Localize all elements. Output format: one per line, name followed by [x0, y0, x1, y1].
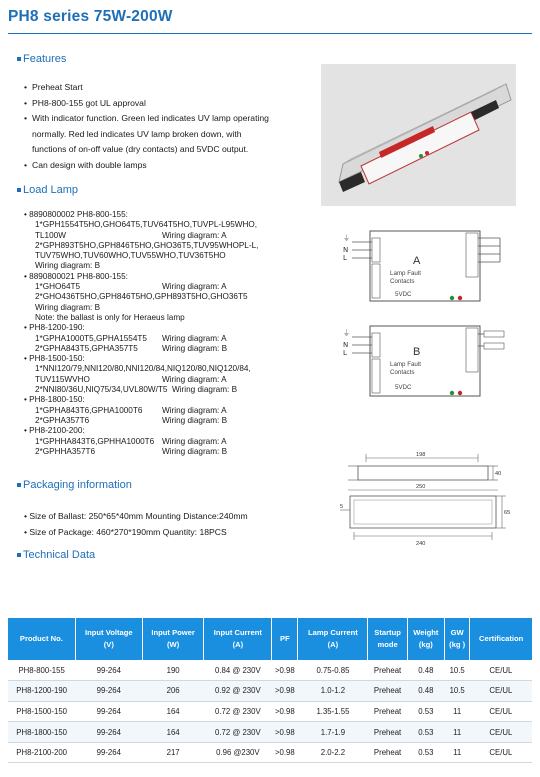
section-packaging: Packaging information [17, 479, 132, 491]
section-features: Features [17, 53, 66, 65]
table-cell: Preheat [368, 722, 407, 743]
table-cell: >0.98 [272, 742, 298, 763]
load-lamp-line [24, 364, 324, 374]
green-led-icon [450, 296, 454, 300]
table-cell: 10.5 [445, 681, 470, 702]
page-title: PH8 series 75W-200W [8, 8, 173, 25]
table-header-row [8, 618, 532, 660]
column-header: Product No. [8, 618, 75, 660]
load-lamp-text: 1*GPHA1000T5,GPHA1554T5 [35, 333, 147, 343]
table-cell: >0.98 [272, 681, 298, 702]
load-lamp-text: 2*NNI80/36U,NIQ75/34,UVL80W/T5 [35, 385, 168, 395]
load-lamp-text: Wiring diagram: B [35, 261, 101, 271]
wiring-diagram-ref: Wiring diagram: B [162, 343, 228, 353]
wiring-diagram-ref: Wiring diagram: A [162, 282, 227, 292]
fault-label-2: Contacts [390, 278, 415, 285]
square-bullet-icon [17, 57, 21, 61]
load-lamp-text: • PH8-1500-150: [24, 354, 85, 364]
column-header: Certification [470, 618, 532, 660]
table-cell: CE/UL [470, 681, 532, 702]
table-cell: 217 [142, 742, 204, 763]
table-cell: 99-264 [75, 742, 142, 763]
section-load-lamp: Load Lamp [17, 184, 78, 196]
table-row [8, 660, 532, 681]
load-lamp-text: 1*NNI120/79,NNI120/80,NNI120/84,NIQ120/80,NIQ120/84, [35, 364, 251, 374]
wiring-diagram-b [340, 323, 515, 404]
dimension-drawing-svg [328, 448, 518, 550]
dimension-drawing [328, 448, 518, 555]
dim-overall: 250 [416, 484, 426, 490]
bullet-icon: • [24, 97, 28, 108]
table-cell: >0.98 [272, 722, 298, 743]
column-header: Lamp Current (A) [298, 618, 368, 660]
table-cell: 99-264 [75, 681, 142, 702]
load-lamp-model [24, 323, 324, 333]
table-cell: PH8-800-155 [8, 660, 75, 681]
wiring-diagram-ref: Wiring diagram: A [162, 333, 227, 343]
red-led-icon [458, 296, 462, 300]
bullet-icon: • [24, 82, 28, 92]
table-cell: 99-264 [75, 722, 142, 743]
table-cell: 99-264 [75, 701, 142, 722]
feature-item [24, 80, 314, 96]
square-bullet-icon [17, 188, 21, 192]
table-row [8, 722, 532, 743]
load-lamp-text: • 8890800021 PH8-800-155: [24, 271, 128, 281]
load-lamp-text: 2*GHO436T5HO,GPH846T5HO,GPH893T5HO,GHO36T5 [35, 292, 248, 302]
bullet-icon: • [24, 113, 28, 123]
load-lamp-line [24, 251, 324, 261]
terminal-l: L [343, 349, 347, 357]
dim-bottom: 240 [416, 541, 426, 547]
terminal-n: N [343, 341, 349, 349]
wiring-diagram-ref: Wiring diagram: A [162, 230, 227, 240]
section-technical-data: Technical Data [17, 549, 95, 561]
load-lamp-line [24, 447, 324, 457]
table-cell: 164 [142, 722, 204, 743]
load-lamp-line [24, 385, 324, 395]
wiring-diagram-ref: Wiring diagram: B [172, 385, 238, 395]
feature-text: With indicator function. Green led indicates UV lamp operating [32, 113, 269, 123]
vdc-label: 5VDC [395, 384, 412, 391]
table-cell: 99-264 [75, 660, 142, 681]
load-lamp-line [24, 292, 324, 302]
feature-item [24, 96, 314, 112]
load-lamp-text: Wiring diagram: B [35, 302, 101, 312]
table-row [8, 681, 532, 702]
table-body [8, 660, 532, 763]
wiring-diagram-ref: Wiring diagram: B [162, 415, 228, 425]
table-cell: 0.72 @ 230V [204, 722, 272, 743]
table-cell: 0.48 [407, 681, 444, 702]
table-cell: 206 [142, 681, 204, 702]
fault-label-1: Lamp Fault [390, 361, 421, 368]
load-lamp-text: 1*GHO64T5 [35, 282, 81, 292]
load-lamp-text: TUV115WVHO [35, 374, 90, 384]
table-cell: PH8-1200-190 [8, 681, 75, 702]
load-lamp-model [24, 210, 324, 220]
load-lamp-line [24, 241, 324, 251]
load-lamp-model [24, 272, 324, 282]
load-lamp-text: • PH8-1800-150: [24, 395, 85, 405]
feature-text-continued: functions of on-off value (dry contacts) and 5VDC output. [32, 144, 249, 154]
square-bullet-icon [17, 483, 21, 487]
table-cell: 11 [445, 701, 470, 722]
table-cell: >0.98 [272, 701, 298, 722]
dim-right-outer: 40 [495, 471, 502, 477]
table-cell: 0.48 [407, 660, 444, 681]
table-cell: 0.53 [407, 701, 444, 722]
column-header: Input Power (W) [142, 618, 204, 660]
table-cell: 2.0-2.2 [298, 742, 368, 763]
table-cell: 0.75-0.85 [298, 660, 368, 681]
feature-text-continued: normally. Red led indicates UV lamp broken down, with [32, 128, 242, 139]
table-cell: 11 [445, 722, 470, 743]
load-lamp-line [24, 282, 324, 292]
column-header: Input Voltage (V) [75, 618, 142, 660]
fault-label-2: Contacts [390, 369, 415, 376]
load-lamp-text: • PH8-1200-190: [24, 323, 85, 333]
wiring-diagram-ref: Wiring diagram: A [162, 436, 227, 446]
load-lamp-model [24, 395, 324, 405]
column-header: Weight (kg) [407, 618, 444, 660]
load-lamp-text: 1*GPHHA843T6,GPHHA1000T6 [35, 436, 155, 446]
load-lamp-line [24, 334, 324, 344]
load-lamp-text: • 8890800002 PH8-800-155: [24, 210, 128, 219]
feature-text: Can design with double lamps [32, 159, 147, 170]
red-led-icon [458, 391, 462, 395]
load-lamp-line [24, 437, 324, 447]
table-cell: CE/UL [470, 660, 532, 681]
table-cell: 10.5 [445, 660, 470, 681]
title-rule [8, 33, 532, 34]
features-list [24, 80, 314, 173]
feature-item [24, 158, 314, 174]
feature-item [24, 111, 314, 127]
table-cell: Preheat [368, 742, 407, 763]
load-lamp-list [24, 210, 324, 457]
diagram-letter-a: A [413, 255, 421, 267]
terminal-l: L [343, 254, 347, 262]
load-lamp-line [24, 313, 324, 323]
load-lamp-line [24, 220, 324, 230]
terminal-n: N [343, 246, 349, 254]
load-lamp-line [24, 344, 324, 354]
terminal-ground: ⏚ [343, 329, 350, 337]
load-lamp-line [24, 303, 324, 313]
bullet-icon: • [24, 159, 28, 170]
table-cell: 0.53 [407, 722, 444, 743]
load-lamp-line [24, 416, 324, 426]
ballast-illustration [321, 64, 516, 206]
wiring-diagram-a [340, 228, 515, 309]
table-cell: CE/UL [470, 742, 532, 763]
square-bullet-icon [17, 553, 21, 557]
load-lamp-line [24, 375, 324, 385]
table-row [8, 742, 532, 763]
table-cell: 0.92 @ 230V [204, 681, 272, 702]
load-lamp-text: 2*GPHHA357T6 [35, 446, 96, 456]
load-lamp-model [24, 354, 324, 364]
table-row [8, 701, 532, 722]
load-lamp-text: 2*GPH893T5HO,GPH846T5HO,GHO36T5,TUV95WHOPL-L, [35, 240, 259, 250]
diagram-letter-b: B [413, 346, 421, 358]
wiring-diagram-ref: Wiring diagram: B [162, 446, 228, 456]
table-cell: 0.53 [407, 742, 444, 763]
dim-right-inner: 65 [504, 510, 511, 516]
feature-text: PH8-800-155 got UL approval [32, 97, 146, 108]
table-cell: 0.84 @ 230V [204, 660, 272, 681]
column-header: GW (kg ) [445, 618, 470, 660]
green-led-icon [450, 391, 454, 395]
vdc-label: 5VDC [395, 291, 412, 298]
load-lamp-text: 1*GPH1554T5HO,GHO64T5,TUV64T5HO,TUVPL-L95WHO, [35, 220, 258, 230]
load-lamp-text: Note: the ballast is only for Heraeus lamp [35, 312, 185, 322]
ballast-size: • Size of Ballast: 250*65*40mm Mounting Distance:240mm [24, 511, 248, 521]
wiring-diagram-a-svg [340, 228, 515, 304]
load-lamp-line [24, 406, 324, 416]
terminal-ground: ⏚ [343, 234, 350, 242]
table-cell: PH8-2100-200 [8, 742, 75, 763]
table-cell: 0.96 @230V [204, 742, 272, 763]
table-cell: 11 [445, 742, 470, 763]
load-lamp-line [24, 231, 324, 241]
product-photo [321, 64, 516, 206]
table-cell: 164 [142, 701, 204, 722]
load-lamp-text: 2*GPHA357T6 [35, 415, 90, 425]
load-lamp-text: TL100W [35, 230, 66, 240]
wiring-diagram-ref: Wiring diagram: A [162, 405, 227, 415]
table-cell: 1.35-1.55 [298, 701, 368, 722]
load-lamp-text: 1*GPHA843T6,GPHA1000T6 [35, 405, 143, 415]
table-cell: PH8-1800-150 [8, 722, 75, 743]
table-cell: 1.7-1.9 [298, 722, 368, 743]
load-lamp-text: 2*GPHA843T5,GPHA357T5 [35, 343, 138, 353]
package-size: • Size of Package: 460*270*190mm Quantity: 18PCS [24, 527, 227, 537]
table-cell: Preheat [368, 660, 407, 681]
packaging-info [24, 508, 248, 540]
table-cell: Preheat [368, 701, 407, 722]
table-cell: >0.98 [272, 660, 298, 681]
column-header: PF [272, 618, 298, 660]
table-cell: 1.0-1.2 [298, 681, 368, 702]
technical-data-table [8, 618, 532, 763]
dim-top: 198 [416, 452, 426, 458]
table-cell: 0.72 @ 230V [204, 701, 272, 722]
load-lamp-text: TUV75WHO,TUV60WHO,TUV55WHO,TUV36T5HO [35, 251, 226, 261]
load-lamp-model [24, 426, 324, 436]
table-cell: 190 [142, 660, 204, 681]
fault-label-1: Lamp Fault [390, 270, 421, 277]
feature-text: Preheat Start [32, 82, 83, 92]
wiring-diagram-b-svg [340, 323, 515, 399]
wiring-diagram-ref: Wiring diagram: A [162, 374, 227, 384]
table-cell: PH8-1500-150 [8, 701, 75, 722]
table-cell: Preheat [368, 681, 407, 702]
column-header: Startup mode [368, 618, 407, 660]
load-lamp-line [24, 261, 324, 271]
table-cell: CE/UL [470, 701, 532, 722]
dim-left: 5 [340, 504, 344, 510]
table-cell: CE/UL [470, 722, 532, 743]
load-lamp-text: • PH8-2100-200: [24, 426, 85, 436]
column-header: Input Current (A) [204, 618, 272, 660]
